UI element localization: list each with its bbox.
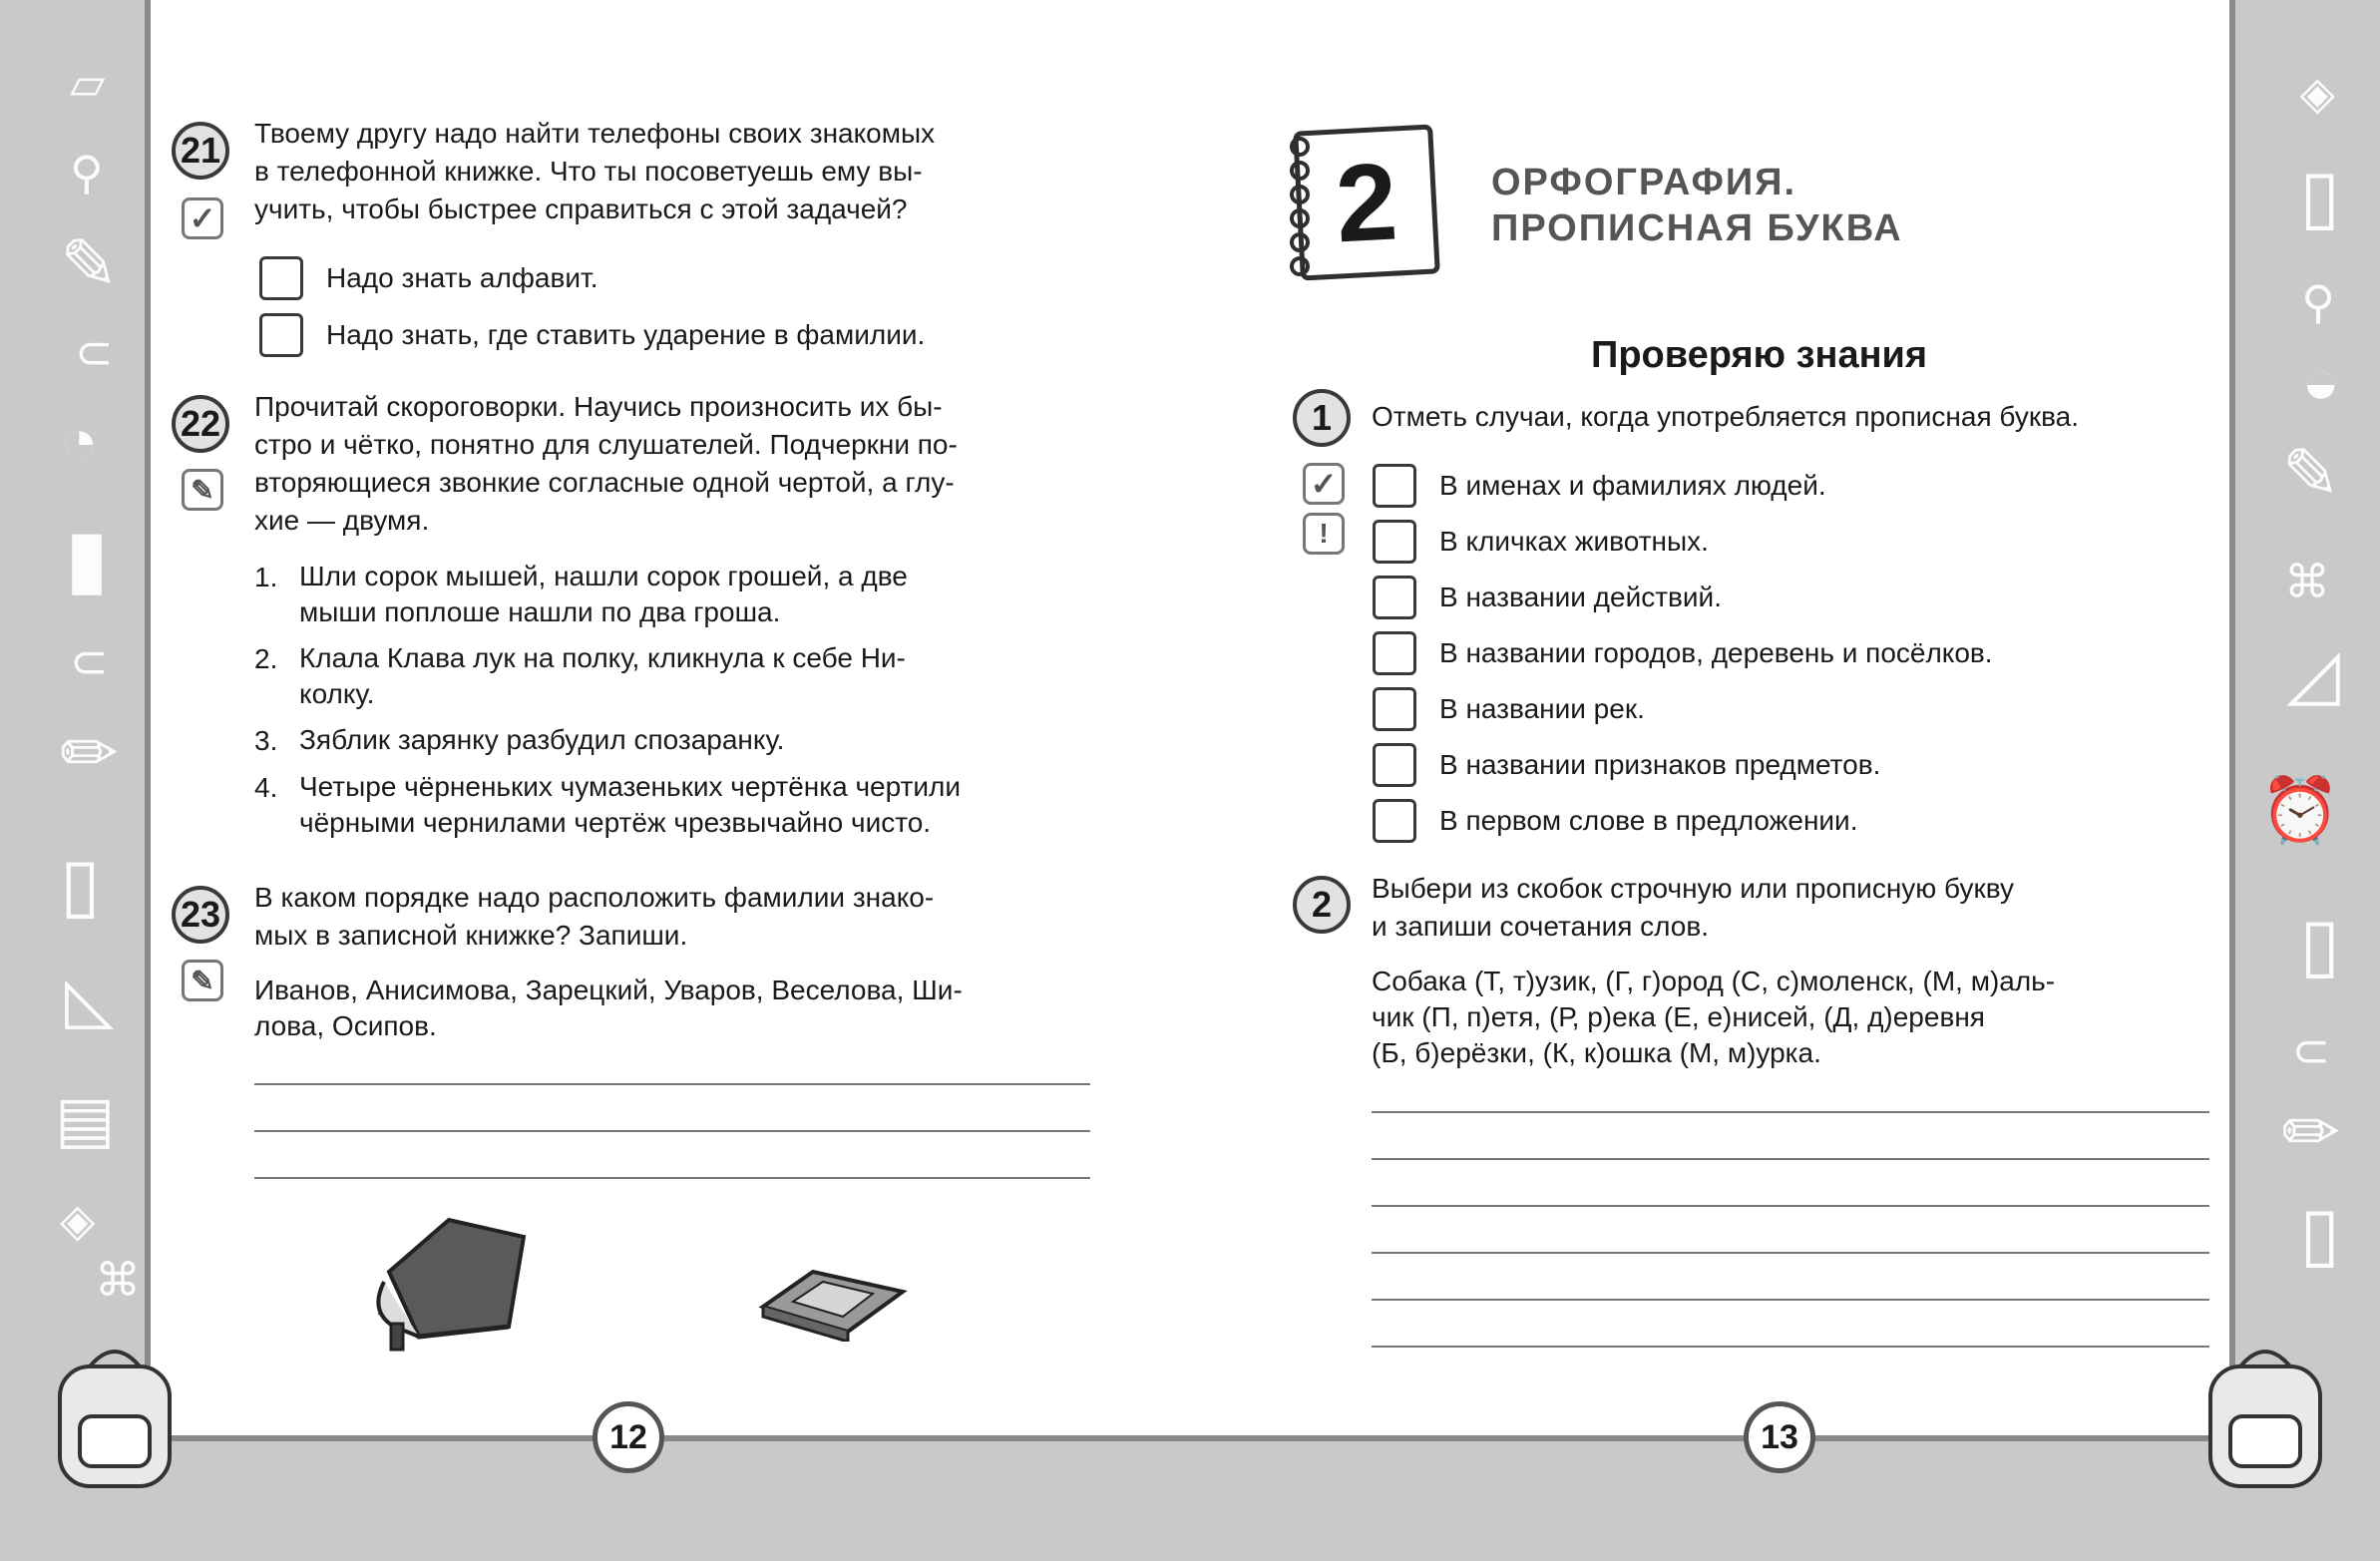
sharpener-icon: ◈ [2299,67,2335,119]
answer-checkbox[interactable] [1373,631,1416,675]
list-item [299,769,1092,841]
answer-line[interactable] [254,1083,1090,1085]
text-line: колку. [299,678,375,709]
list-number: 1. [254,562,278,592]
list-number: 4. [254,772,278,803]
paperclip-icon: ⊂ [70,635,109,687]
text-line: ОРФОГРАФИЯ. [1491,162,1797,203]
task-21-question [254,115,1092,228]
answer-checkbox[interactable] [259,256,303,300]
answer-line[interactable] [254,1130,1090,1132]
text-line: В каком порядке надо расположить фамилии знако- [254,882,935,913]
ruler-icon: ▮ [65,514,110,602]
answer-line[interactable] [1372,1111,2209,1113]
text-line: Твоему другу надо найти телефоны своих знакомых [254,118,936,149]
list-item [299,640,1092,712]
list-item [299,722,1092,758]
text-line: Выбери из скобок строчную или прописную букву [1372,873,2014,904]
text-line: Собака (Т, т)узик, (Г, г)ород (С, с)моленск, (М, м)аль- [1372,966,2056,996]
text-line: хие — двумя. [254,505,430,536]
answer-checkbox[interactable] [1373,464,1416,508]
text-line: Прочитай скороговорки. Научись произносить их бы- [254,391,943,422]
pencil-icon: ✏ [60,714,119,792]
option-label: В названии рек. [1439,693,1645,724]
option-label: В названии городов, деревень и посёлков. [1439,637,1993,668]
text-line: ПРОПИСНАЯ БУКВА [1491,207,1903,249]
exclamation-icon: ! [1303,513,1345,555]
text-line: Четыре чёрненьких чумазеньких чертёнка чертили [299,771,962,802]
text-line: мыши поплоше нашли по два гроша. [299,596,781,627]
pencil-icon: ✎ [182,960,223,1001]
text-line: (Б, б)ерёзки, (К, к)ошка (М, м)урка. [1372,1037,1821,1068]
notepad-icon: ▯ [60,843,101,926]
pushpin-icon: ⚲ [70,147,104,198]
chapter-title [1491,160,1903,251]
answer-line[interactable] [254,1177,1090,1179]
phone-illustration [753,1262,913,1342]
backpack-icon [2190,1337,2340,1496]
paperclip-icon: ⊂ [75,326,114,378]
option-label: В первом слове в предложении. [1439,805,1858,836]
list-number: 3. [254,725,278,756]
pen-icon: ✎ [60,225,119,303]
pen-icon: ✎ [2281,435,2340,513]
text-line: Иванов, Анисимова, Зарецкий, Уваров, Веселова, Ши- [254,975,963,1005]
answer-checkbox[interactable] [1373,520,1416,564]
text-line: лова, Осипов. [254,1010,437,1041]
task-22-badge: 22 [172,395,229,453]
list-item [299,559,1092,630]
page-number: 12 [593,1401,664,1473]
notebook-icon: ▯ [2299,1192,2340,1275]
answer-checkbox[interactable] [1373,576,1416,619]
task-23-names [254,973,1092,1044]
answer-checkbox[interactable] [259,313,303,357]
alarm-clock-icon: ⏰ [2260,774,2340,846]
section-title: Проверяю знания [1591,334,1928,376]
task-22-instruction [254,388,1092,540]
text-line: в телефонной книжке. Что ты посоветуешь ему вы- [254,156,923,187]
pencil-icon: ✏ [2281,1093,2340,1171]
protractor-icon: ◒ [2301,345,2340,417]
answer-line[interactable] [1372,1158,2209,1160]
task-2-badge: 2 [1293,876,1351,934]
eraser-icon: ▱ [70,57,106,109]
answer-checkbox[interactable] [1373,799,1416,843]
checkmark-icon: ✓ [182,197,223,239]
backpack-icon [40,1337,190,1496]
task-23-badge: 23 [172,886,229,944]
answer-line[interactable] [1372,1205,2209,1207]
notepad-icon: ▯ [2299,155,2340,237]
pencil-icon: ✎ [182,469,223,511]
set-square-icon: ◺ [65,964,115,1035]
option-label: В именах и фамилиях людей. [1439,470,1826,501]
task-1-question: Отметь случаи, когда употребляется прописная буква. [1372,401,2079,432]
text-line: вторяющиеся звонкие согласные одной чертой, а глу- [254,467,955,498]
text-line: учить, чтобы быстрее справиться с этой задачей? [254,194,908,224]
answer-checkbox[interactable] [1373,743,1416,787]
answer-line[interactable] [1372,1252,2209,1254]
sharpener-icon: ◈ [60,1194,96,1246]
task-21-badge: 21 [172,122,229,180]
task-2-text [1372,964,2209,1071]
notebook-icon: ▯ [2299,903,2340,985]
task-1-badge: 1 [1293,389,1351,447]
text-line: Клала Клава лук на полку, кликнула к себе Ни- [299,642,906,673]
page-number: 13 [1744,1401,1815,1473]
text-line: мых в записной книжке? Запиши. [254,920,688,951]
text-line: и запиши сочетания слов. [1372,911,1710,942]
book-illustration [359,1212,539,1352]
option-label: В названии признаков предметов. [1439,749,1881,780]
option-label: В названии действий. [1439,582,1722,612]
option-label: Надо знать, где ставить ударение в фамилии. [326,319,926,350]
protractor-icon: ◔ [60,405,99,477]
option-label: Надо знать алфавит. [326,262,598,293]
books-icon: ▤ [55,1083,116,1155]
text-line: чёрными чернилами чертёж чрезвычайно чисто. [299,807,932,838]
answer-checkbox[interactable] [1373,687,1416,731]
answer-line[interactable] [1372,1299,2209,1301]
binder-clip-icon: ⌘ [2284,556,2330,607]
left-margin [0,0,145,1561]
pushpin-icon: ⚲ [2301,276,2335,328]
paperclip-icon: ⊂ [2291,1024,2330,1076]
list-number: 2. [254,643,278,674]
binder-clip-icon: ⌘ [95,1254,141,1306]
task-2-question [1372,870,2209,946]
chapter-number-box: 2 [1293,124,1440,280]
text-line: Зяблик зарянку разбудил спозаранку. [299,724,785,755]
task-23-question [254,879,1092,955]
text-line: чик (П, п)етя, (Р, р)ека (Е, е)нисей, (Д, д)еревня [1372,1001,1985,1032]
option-label: В кличках животных. [1439,526,1709,557]
set-square-icon: ◿ [2286,634,2340,712]
spiral-binding-icon [1285,135,1315,279]
answer-line[interactable] [1372,1346,2209,1348]
right-margin [2235,0,2380,1561]
checkmark-icon: ✓ [1303,463,1345,505]
text-line: Шли сорок мышей, нашли сорок грошей, а две [299,561,908,591]
text-line: стро и чётко, понятно для слушателей. Подчеркни по- [254,429,958,460]
